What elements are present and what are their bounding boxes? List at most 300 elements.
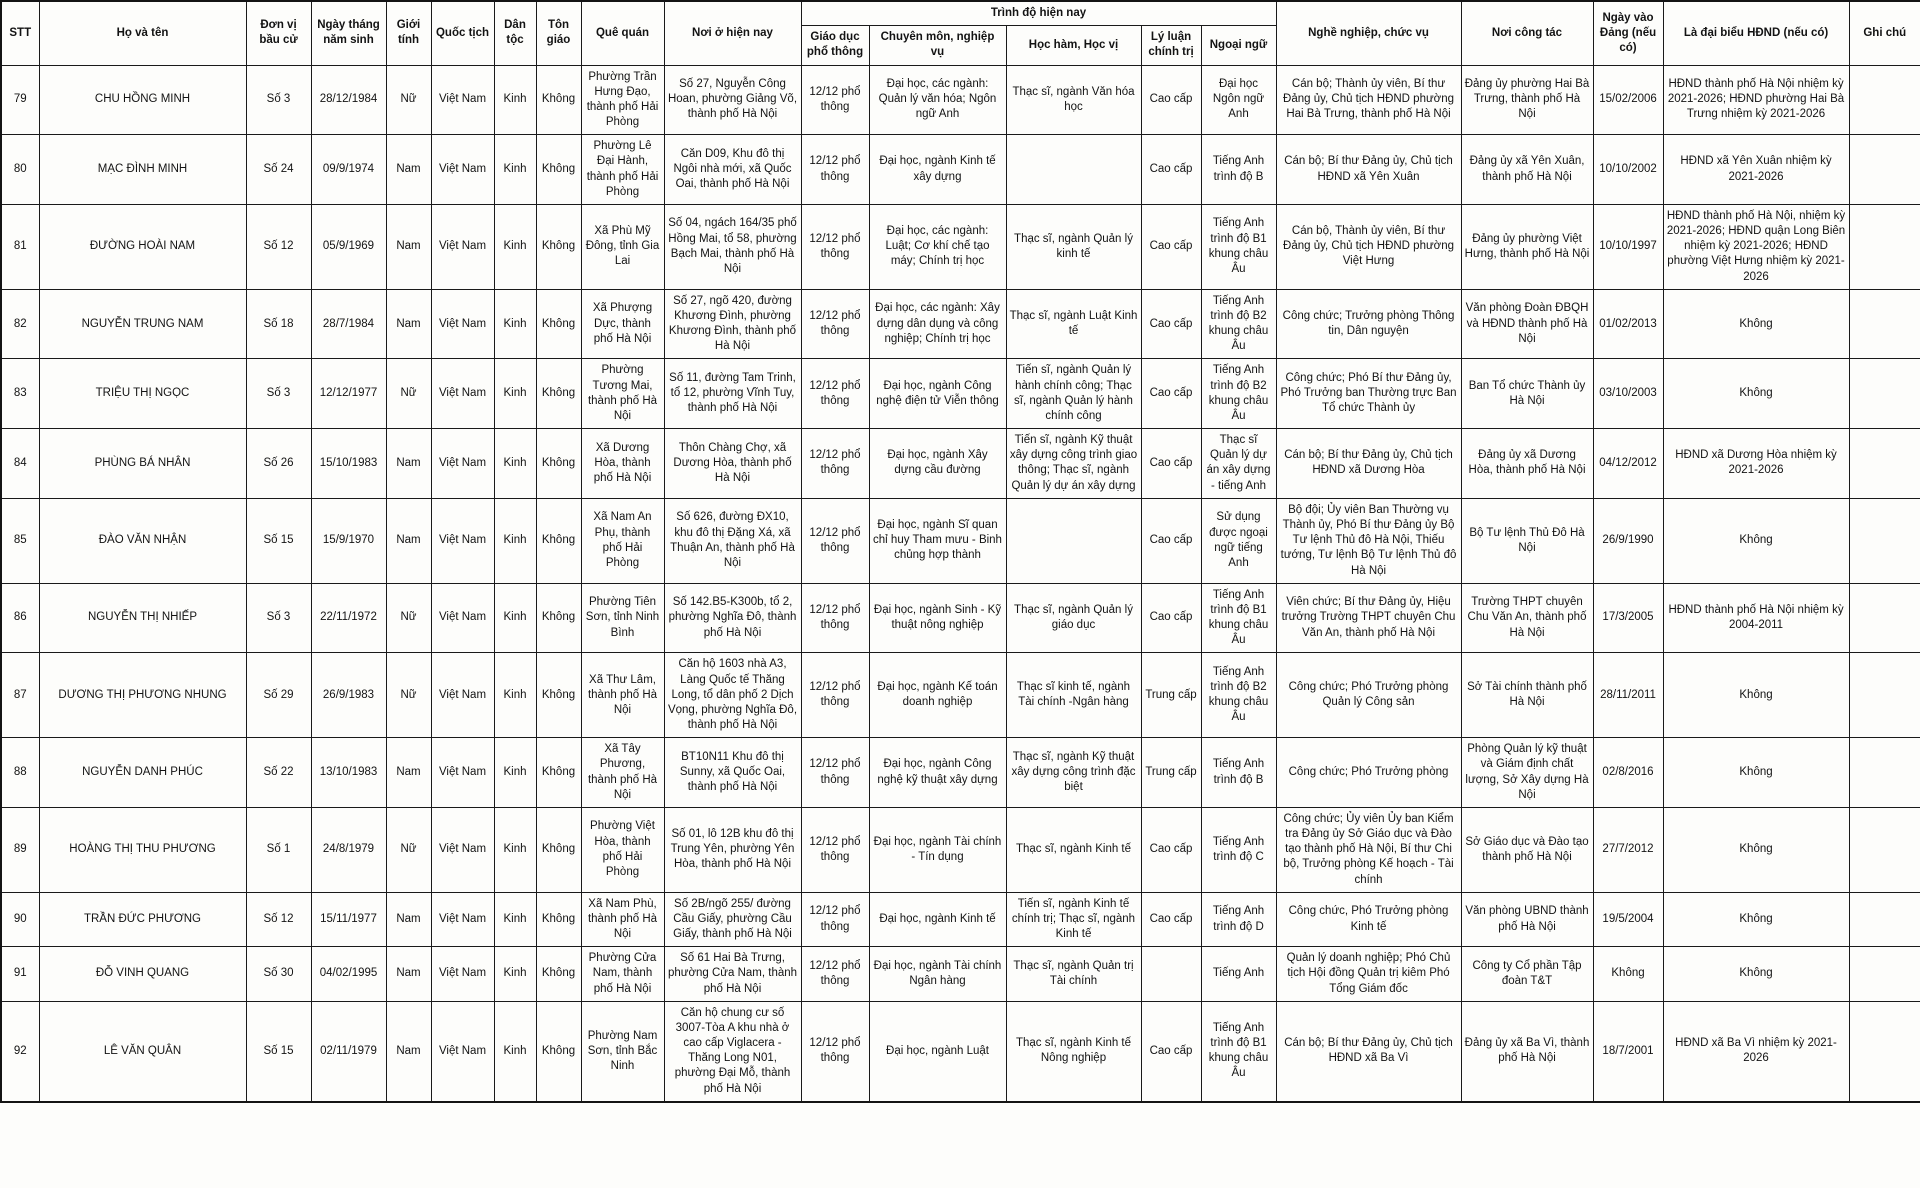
cell-hoc_ham_hoc_vi: Tiến sĩ, ngành Kỹ thuật xây dựng công trình giao thông; Thạc sĩ, ngành Quản lý dự án xây dựng [1006,429,1141,499]
cell-hoc_ham_hoc_vi: Thạc sĩ, ngành Quản lý giáo dục [1006,583,1141,653]
cell-gioi_tinh: Nam [386,429,431,499]
header-trinh-do-group: Trình độ hiện nay [801,1,1276,26]
cell-ngay_vao_dang: 02/8/2016 [1593,738,1663,808]
cell-ho_va_ten: ĐƯỜNG HOÀI NAM [39,204,246,289]
cell-giao_duc_pho_thong: 12/12 phổ thông [801,359,869,429]
cell-ngay_vao_dang: 15/02/2006 [1593,65,1663,135]
cell-dan_toc: Kinh [494,807,536,892]
cell-dai_bieu_hdnd: HĐND xã Yên Xuân nhiệm kỳ 2021-2026 [1663,135,1849,205]
cell-chuyen_mon: Đại học, ngành Sinh - Kỹ thuật nông nghiệp [869,583,1006,653]
cell-hoc_ham_hoc_vi: Thạc sĩ, ngành Kinh tế [1006,807,1141,892]
table-header [1,1,1920,65]
cell-ly_luan_chinh_tri: Cao cấp [1141,807,1201,892]
cell-quoc_tich: Việt Nam [431,1001,494,1102]
cell-ngay_vao_dang: 10/10/1997 [1593,204,1663,289]
table-row [1,429,1920,499]
cell-dai_bieu_hdnd: Không [1663,807,1849,892]
header-noi-cong-tac: Nơi công tác [1461,1,1593,65]
cell-nghe_nghiep: Cán bộ, Thành ủy viên, Bí thư Đảng ủy, Chủ tịch HĐND phường Việt Hưng [1276,204,1461,289]
cell-dan_toc: Kinh [494,429,536,499]
cell-giao_duc_pho_thong: 12/12 phổ thông [801,65,869,135]
cell-dan_toc: Kinh [494,1001,536,1102]
cell-ngay_vao_dang: 10/10/2002 [1593,135,1663,205]
cell-stt: 79 [1,65,39,135]
cell-nghe_nghiep: Cán bộ; Bí thư Đảng ủy, Chủ tịch HĐND xã Ba Vì [1276,1001,1461,1102]
cell-ngay_vao_dang: 28/11/2011 [1593,653,1663,738]
cell-chuyen_mon: Đại học, ngành Tài chính Ngân hàng [869,947,1006,1002]
table-row [1,359,1920,429]
cell-ho_va_ten: DƯƠNG THỊ PHƯƠNG NHUNG [39,653,246,738]
cell-que_quan: Xã Dương Hòa, thành phố Hà Nội [581,429,664,499]
cell-dan_toc: Kinh [494,498,536,583]
cell-stt: 86 [1,583,39,653]
cell-ho_va_ten: HOÀNG THỊ THU PHƯƠNG [39,807,246,892]
cell-ghi_chu [1849,429,1920,499]
cell-quoc_tich: Việt Nam [431,429,494,499]
cell-gioi_tinh: Nam [386,204,431,289]
cell-noi_o: Số 626, đường ĐX10, khu đô thị Đặng Xá, xã Thuận An, thành phố Hà Nội [664,498,801,583]
cell-que_quan: Xã Phù Mỹ Đông, tỉnh Gia Lai [581,204,664,289]
cell-ho_va_ten: LÊ VĂN QUÂN [39,1001,246,1102]
cell-quoc_tich: Việt Nam [431,289,494,359]
cell-gioi_tinh: Nữ [386,807,431,892]
table-row [1,1001,1920,1102]
cell-chuyen_mon: Đại học, ngành Công nghệ điện tử Viễn thông [869,359,1006,429]
cell-dai_bieu_hdnd: Không [1663,653,1849,738]
cell-ngay_sinh: 28/12/1984 [311,65,386,135]
cell-noi_o: Căn hộ chung cư số 3007-Tòa A khu nhà ở cao cấp Viglacera - Thăng Long N01, phường Đại Mỗ, thành phố Hà Nội [664,1001,801,1102]
cell-ly_luan_chinh_tri: Cao cấp [1141,1001,1201,1102]
cell-don_vi_bau_cu: Số 1 [246,807,311,892]
cell-ly_luan_chinh_tri: Trung cấp [1141,653,1201,738]
cell-chuyen_mon: Đại học, các ngành: Xây dựng dân dụng và công nghiệp; Chính trị học [869,289,1006,359]
header-ngay-vao-dang: Ngày vào Đảng (nếu có) [1593,1,1663,65]
cell-que_quan: Phường Việt Hòa, thành phố Hải Phòng [581,807,664,892]
header-stt: STT [1,1,39,65]
cell-quoc_tich: Việt Nam [431,807,494,892]
cell-don_vi_bau_cu: Số 3 [246,359,311,429]
cell-dan_toc: Kinh [494,65,536,135]
cell-don_vi_bau_cu: Số 18 [246,289,311,359]
cell-noi_o: Căn D09, Khu đô thị Ngôi nhà mới, xã Quốc Oai, thành phố Hà Nội [664,135,801,205]
cell-ngay_sinh: 04/02/1995 [311,947,386,1002]
cell-dai_bieu_hdnd: HĐND xã Dương Hòa nhiệm kỳ 2021-2026 [1663,429,1849,499]
cell-dai_bieu_hdnd: Không [1663,947,1849,1002]
cell-ho_va_ten: NGUYỄN THỊ NHIẾP [39,583,246,653]
cell-noi_cong_tac: Đảng ủy xã Dương Hòa, thành phố Hà Nội [1461,429,1593,499]
cell-noi_o: Số 2B/ngõ 255/ đường Cầu Giấy, phường Cầu Giấy, thành phố Hà Nội [664,892,801,947]
cell-stt: 91 [1,947,39,1002]
header-nghe-nghiep: Nghề nghiệp, chức vụ [1276,1,1461,65]
cell-ly_luan_chinh_tri: Cao cấp [1141,429,1201,499]
cell-chuyen_mon: Đại học, ngành Tài chính - Tín dụng [869,807,1006,892]
cell-nghe_nghiep: Viên chức; Bí thư Đảng ủy, Hiệu trưởng Trường THPT chuyên Chu Văn An, thành phố Hà Nội [1276,583,1461,653]
cell-noi_cong_tac: Sở Tài chính thành phố Hà Nội [1461,653,1593,738]
cell-ghi_chu [1849,807,1920,892]
cell-que_quan: Xã Nam Phù, thành phố Hà Nội [581,892,664,947]
cell-giao_duc_pho_thong: 12/12 phổ thông [801,289,869,359]
cell-don_vi_bau_cu: Số 22 [246,738,311,808]
cell-dan_toc: Kinh [494,289,536,359]
cell-ghi_chu [1849,289,1920,359]
cell-noi_cong_tac: Trường THPT chuyên Chu Văn An, thành phố Hà Nội [1461,583,1593,653]
cell-nghe_nghiep: Quản lý doanh nghiệp; Phó Chủ tịch Hội đồng Quản trị kiêm Phó Tổng Giám đốc [1276,947,1461,1002]
cell-ngoai_ngu: Sử dụng được ngoại ngữ tiếng Anh [1201,498,1276,583]
cell-giao_duc_pho_thong: 12/12 phổ thông [801,892,869,947]
cell-que_quan: Phường Lê Đại Hành, thành phố Hải Phòng [581,135,664,205]
cell-quoc_tich: Việt Nam [431,498,494,583]
cell-noi_o: Số 142.B5-K300b, tổ 2, phường Nghĩa Đô, thành phố Hà Nội [664,583,801,653]
cell-stt: 90 [1,892,39,947]
cell-dan_toc: Kinh [494,947,536,1002]
cell-ngay_sinh: 15/11/1977 [311,892,386,947]
cell-ton_giao: Không [536,1001,581,1102]
cell-gioi_tinh: Nam [386,738,431,808]
cell-ngoai_ngu: Tiếng Anh trình độ B1 khung châu Âu [1201,204,1276,289]
cell-chuyen_mon: Đại học, các ngành: Luật; Cơ khí chế tạo máy; Chính trị học [869,204,1006,289]
header-quoc-tich: Quốc tịch [431,1,494,65]
cell-noi_cong_tac: Sở Giáo dục và Đào tạo thành phố Hà Nội [1461,807,1593,892]
cell-don_vi_bau_cu: Số 3 [246,65,311,135]
cell-noi_cong_tac: Phòng Quản lý kỹ thuật và Giám định chất lượng, Sở Xây dựng Hà Nội [1461,738,1593,808]
cell-ngay_sinh: 13/10/1983 [311,738,386,808]
cell-ho_va_ten: TRẦN ĐỨC PHƯƠNG [39,892,246,947]
cell-gioi_tinh: Nữ [386,653,431,738]
cell-chuyen_mon: Đại học, ngành Kinh tế [869,892,1006,947]
cell-ho_va_ten: NGUYỄN DANH PHÚC [39,738,246,808]
cell-giao_duc_pho_thong: 12/12 phổ thông [801,498,869,583]
cell-nghe_nghiep: Công chức; Phó Trưởng phòng Quản lý Công sản [1276,653,1461,738]
table-row [1,65,1920,135]
cell-don_vi_bau_cu: Số 15 [246,498,311,583]
header-dan-toc: Dân tộc [494,1,536,65]
cell-ngay_vao_dang: 18/7/2001 [1593,1001,1663,1102]
cell-giao_duc_pho_thong: 12/12 phổ thông [801,204,869,289]
table-row [1,738,1920,808]
cell-don_vi_bau_cu: Số 26 [246,429,311,499]
cell-noi_o: Số 61 Hai Bà Trưng, phường Cửa Nam, thành phố Hà Nội [664,947,801,1002]
cell-ghi_chu [1849,947,1920,1002]
cell-ghi_chu [1849,204,1920,289]
cell-que_quan: Xã Nam An Phụ, thành phố Hải Phòng [581,498,664,583]
cell-hoc_ham_hoc_vi: Thạc sĩ, ngành Quản trị Tài chính [1006,947,1141,1002]
cell-noi_cong_tac: Văn phòng Đoàn ĐBQH và HĐND thành phố Hà Nội [1461,289,1593,359]
cell-ngay_sinh: 22/11/1972 [311,583,386,653]
header-gioi-tinh: Giới tính [386,1,431,65]
cell-ly_luan_chinh_tri: Trung cấp [1141,738,1201,808]
cell-ngay_vao_dang: 27/7/2012 [1593,807,1663,892]
cell-ngoai_ngu: Tiếng Anh [1201,947,1276,1002]
cell-noi_cong_tac: Đảng ủy xã Ba Vì, thành phố Hà Nội [1461,1001,1593,1102]
cell-stt: 82 [1,289,39,359]
cell-don_vi_bau_cu: Số 15 [246,1001,311,1102]
cell-chuyen_mon: Đại học, các ngành: Quản lý văn hóa; Ngôn ngữ Anh [869,65,1006,135]
cell-ho_va_ten: TRIỆU THỊ NGỌC [39,359,246,429]
cell-ton_giao: Không [536,359,581,429]
cell-ton_giao: Không [536,135,581,205]
cell-chuyen_mon: Đại học, ngành Kế toán doanh nghiệp [869,653,1006,738]
cell-ngay_vao_dang: 17/3/2005 [1593,583,1663,653]
cell-giao_duc_pho_thong: 12/12 phổ thông [801,738,869,808]
cell-noi_o: Số 01, lô 12B khu đô thị Trung Yên, phường Yên Hòa, thành phố Hà Nội [664,807,801,892]
cell-dai_bieu_hdnd: Không [1663,498,1849,583]
cell-que_quan: Phường Trần Hưng Đạo, thành phố Hải Phòng [581,65,664,135]
cell-noi_o: Số 27, ngõ 420, đường Khương Đình, phường Khương Đình, thành phố Hà Nội [664,289,801,359]
cell-gioi_tinh: Nam [386,289,431,359]
cell-hoc_ham_hoc_vi [1006,135,1141,205]
cell-ngay_vao_dang: Không [1593,947,1663,1002]
cell-noi_o: Căn hộ 1603 nhà A3, Làng Quốc tế Thăng Long, tổ dân phố 2 Dịch Vọng, phường Nghĩa Đô, thành phố Hà Nội [664,653,801,738]
cell-hoc_ham_hoc_vi: Thạc sĩ, ngành Quản lý kinh tế [1006,204,1141,289]
header-ly-luan-chinh-tri: Lý luận chính trị [1141,26,1201,65]
cell-ton_giao: Không [536,65,581,135]
cell-ton_giao: Không [536,498,581,583]
cell-dai_bieu_hdnd: HĐND thành phố Hà Nội, nhiệm kỳ 2021-2026; HĐND quận Long Biên nhiệm kỳ 2021-2026; HĐND phường Việt Hưng nhiệm kỳ 2021-2026 [1663,204,1849,289]
cell-que_quan: Xã Phượng Dực, thành phố Hà Nội [581,289,664,359]
cell-noi_cong_tac: Bộ Tư lệnh Thủ Đô Hà Nội [1461,498,1593,583]
cell-quoc_tich: Việt Nam [431,738,494,808]
table-body [1,65,1920,1102]
cell-don_vi_bau_cu: Số 12 [246,204,311,289]
cell-don_vi_bau_cu: Số 3 [246,583,311,653]
table-row [1,204,1920,289]
cell-ly_luan_chinh_tri: Cao cấp [1141,135,1201,205]
cell-ngoai_ngu: Đại học Ngôn ngữ Anh [1201,65,1276,135]
cell-gioi_tinh: Nam [386,947,431,1002]
cell-ton_giao: Không [536,204,581,289]
cell-stt: 85 [1,498,39,583]
header-don-vi-bau-cu: Đơn vị bầu cử [246,1,311,65]
cell-chuyen_mon: Đại học, ngành Kinh tế xây dựng [869,135,1006,205]
cell-nghe_nghiep: Cán bộ; Thành ủy viên, Bí thư Đảng ủy, Chủ tịch HĐND phường Hai Bà Trưng, thành phố Hà Nội [1276,65,1461,135]
cell-ngay_sinh: 12/12/1977 [311,359,386,429]
cell-ngay_sinh: 15/9/1970 [311,498,386,583]
cell-nghe_nghiep: Cán bộ; Bí thư Đảng ủy, Chủ tịch HĐND xã Dương Hòa [1276,429,1461,499]
cell-ngay_vao_dang: 03/10/2003 [1593,359,1663,429]
table-row [1,653,1920,738]
cell-hoc_ham_hoc_vi: Thạc sĩ, ngành Kỹ thuật xây dựng công trình đặc biệt [1006,738,1141,808]
table-row [1,135,1920,205]
cell-ngay_vao_dang: 19/5/2004 [1593,892,1663,947]
header-ho-va-ten: Họ và tên [39,1,246,65]
cell-dai_bieu_hdnd: Không [1663,289,1849,359]
cell-dan_toc: Kinh [494,135,536,205]
cell-ghi_chu [1849,498,1920,583]
cell-quoc_tich: Việt Nam [431,947,494,1002]
cell-hoc_ham_hoc_vi: Thạc sĩ kinh tế, ngành Tài chính -Ngân hàng [1006,653,1141,738]
table-row [1,583,1920,653]
cell-noi_o: Thôn Chàng Chợ, xã Dương Hòa, thành phố Hà Nội [664,429,801,499]
cell-ly_luan_chinh_tri [1141,947,1201,1002]
cell-ly_luan_chinh_tri: Cao cấp [1141,892,1201,947]
cell-ghi_chu [1849,135,1920,205]
cell-don_vi_bau_cu: Số 30 [246,947,311,1002]
header-ngoai-ngu: Ngoại ngữ [1201,26,1276,65]
cell-ton_giao: Không [536,947,581,1002]
cell-nghe_nghiep: Công chức; Phó Trưởng phòng [1276,738,1461,808]
cell-dai_bieu_hdnd: Không [1663,892,1849,947]
header-chuyen-mon: Chuyên môn, nghiệp vụ [869,26,1006,65]
cell-dan_toc: Kinh [494,583,536,653]
cell-noi_cong_tac: Đảng ủy phường Việt Hưng, thành phố Hà Nội [1461,204,1593,289]
cell-don_vi_bau_cu: Số 29 [246,653,311,738]
cell-que_quan: Xã Tây Phương, thành phố Hà Nội [581,738,664,808]
cell-nghe_nghiep: Bộ đội; Ủy viên Ban Thường vụ Thành ủy, Phó Bí thư Đảng ủy Bộ Tư lệnh Thủ đô Hà Nội, Thiếu tướng, Tư lệnh Bộ Tư lệnh Thủ đô Hà Nội [1276,498,1461,583]
cell-stt: 83 [1,359,39,429]
cell-ly_luan_chinh_tri: Cao cấp [1141,204,1201,289]
cell-ngoai_ngu: Tiếng Anh trình độ B [1201,738,1276,808]
cell-ngay_sinh: 05/9/1969 [311,204,386,289]
cell-gioi_tinh: Nam [386,1001,431,1102]
cell-dan_toc: Kinh [494,359,536,429]
cell-ton_giao: Không [536,583,581,653]
header-noi-o: Nơi ở hiện nay [664,1,801,65]
cell-ngay_vao_dang: 01/02/2013 [1593,289,1663,359]
table-row [1,289,1920,359]
cell-ho_va_ten: MẠC ĐÌNH MINH [39,135,246,205]
cell-ngay_vao_dang: 26/9/1990 [1593,498,1663,583]
cell-stt: 87 [1,653,39,738]
cell-dan_toc: Kinh [494,738,536,808]
cell-ghi_chu [1849,1001,1920,1102]
cell-hoc_ham_hoc_vi: Thạc sĩ, ngành Luật Kinh tế [1006,289,1141,359]
cell-ton_giao: Không [536,738,581,808]
cell-giao_duc_pho_thong: 12/12 phổ thông [801,583,869,653]
header-ton-giao: Tôn giáo [536,1,581,65]
cell-ghi_chu [1849,359,1920,429]
cell-noi_o: BT10N11 Khu đô thị Sunny, xã Quốc Oai, thành phố Hà Nội [664,738,801,808]
table-row [1,498,1920,583]
cell-que_quan: Phường Nam Sơn, tỉnh Bắc Ninh [581,1001,664,1102]
cell-giao_duc_pho_thong: 12/12 phổ thông [801,807,869,892]
cell-ngay_sinh: 09/9/1974 [311,135,386,205]
cell-noi_cong_tac: Văn phòng UBND thành phố Hà Nội [1461,892,1593,947]
cell-hoc_ham_hoc_vi: Tiến sĩ, ngành Quản lý hành chính công; Thạc sĩ, ngành Quản lý hành chính công [1006,359,1141,429]
cell-noi_cong_tac: Ban Tổ chức Thành ủy Hà Nội [1461,359,1593,429]
cell-gioi_tinh: Nữ [386,583,431,653]
cell-ngay_sinh: 26/9/1983 [311,653,386,738]
cell-ngoai_ngu: Tiếng Anh trình độ C [1201,807,1276,892]
header-ngay-sinh: Ngày tháng năm sinh [311,1,386,65]
cell-noi_o: Số 11, đường Tam Trinh, tổ 12, phường Vĩnh Tuy, thành phố Hà Nội [664,359,801,429]
cell-stt: 81 [1,204,39,289]
cell-hoc_ham_hoc_vi: Thạc sĩ, ngành Kinh tế Nông nghiệp [1006,1001,1141,1102]
cell-ghi_chu [1849,653,1920,738]
cell-dan_toc: Kinh [494,653,536,738]
cell-ngoai_ngu: Tiếng Anh trình độ B1 khung châu Âu [1201,1001,1276,1102]
cell-hoc_ham_hoc_vi [1006,498,1141,583]
header-ghi-chu: Ghi chú [1849,1,1920,65]
cell-ngay_sinh: 15/10/1983 [311,429,386,499]
cell-ly_luan_chinh_tri: Cao cấp [1141,498,1201,583]
cell-hoc_ham_hoc_vi: Tiến sĩ, ngành Kinh tế chính trị; Thạc sĩ, ngành Kinh tế [1006,892,1141,947]
cell-ngoai_ngu: Thạc sĩ Quản lý dự án xây dựng - tiếng Anh [1201,429,1276,499]
table-row [1,947,1920,1002]
cell-giao_duc_pho_thong: 12/12 phổ thông [801,1001,869,1102]
cell-giao_duc_pho_thong: 12/12 phổ thông [801,947,869,1002]
header-hoc-ham-hoc-vi: Học hàm, Học vị [1006,26,1141,65]
cell-chuyen_mon: Đại học, ngành Công nghệ kỹ thuật xây dựng [869,738,1006,808]
cell-ho_va_ten: PHÙNG BÁ NHÂN [39,429,246,499]
cell-noi_cong_tac: Công ty Cổ phần Tập đoàn T&T [1461,947,1593,1002]
cell-ghi_chu [1849,738,1920,808]
cell-nghe_nghiep: Cán bộ; Bí thư Đảng ủy, Chủ tịch HĐND xã Yên Xuân [1276,135,1461,205]
cell-ngay_sinh: 28/7/1984 [311,289,386,359]
cell-chuyen_mon: Đại học, ngành Luật [869,1001,1006,1102]
cell-noi_cong_tac: Đảng ủy phường Hai Bà Trưng, thành phố Hà Nội [1461,65,1593,135]
cell-ly_luan_chinh_tri: Cao cấp [1141,359,1201,429]
cell-ton_giao: Không [536,289,581,359]
cell-hoc_ham_hoc_vi: Thạc sĩ, ngành Văn hóa học [1006,65,1141,135]
header-que-quan: Quê quán [581,1,664,65]
cell-ngoai_ngu: Tiếng Anh trình độ B1 khung châu Âu [1201,583,1276,653]
cell-gioi_tinh: Nam [386,498,431,583]
cell-nghe_nghiep: Công chức; Ủy viên Ủy ban Kiểm tra Đảng ủy Sở Giáo dục và Đào tạo thành phố Hà Nội, Bí thư Chi bộ, Trưởng phòng Kế hoạch - Tài chính [1276,807,1461,892]
cell-ngay_vao_dang: 04/12/2012 [1593,429,1663,499]
cell-stt: 92 [1,1001,39,1102]
cell-giao_duc_pho_thong: 12/12 phổ thông [801,135,869,205]
cell-dai_bieu_hdnd: HĐND xã Ba Vì nhiệm kỳ 2021-2026 [1663,1001,1849,1102]
cell-ngoai_ngu: Tiếng Anh trình độ B2 khung châu Âu [1201,289,1276,359]
cell-ho_va_ten: CHU HỒNG MINH [39,65,246,135]
cell-ho_va_ten: ĐỖ VINH QUANG [39,947,246,1002]
cell-stt: 80 [1,135,39,205]
cell-ngay_sinh: 24/8/1979 [311,807,386,892]
cell-que_quan: Phường Cửa Nam, thành phố Hà Nội [581,947,664,1002]
cell-giao_duc_pho_thong: 12/12 phổ thông [801,429,869,499]
header-dai-bieu-hdnd: Là đại biểu HĐND (nếu có) [1663,1,1849,65]
cell-dai_bieu_hdnd: HĐND thành phố Hà Nội nhiệm kỳ 2004-2011 [1663,583,1849,653]
cell-ho_va_ten: ĐÀO VĂN NHẬN [39,498,246,583]
cell-gioi_tinh: Nữ [386,65,431,135]
cell-dan_toc: Kinh [494,204,536,289]
cell-noi_o: Số 27, Nguyễn Công Hoan, phường Giảng Võ, thành phố Hà Nội [664,65,801,135]
cell-noi_o: Số 04, ngách 164/35 phố Hồng Mai, tổ 58, phường Bạch Mai, thành phố Hà Nội [664,204,801,289]
cell-giao_duc_pho_thong: 12/12 phổ thông [801,653,869,738]
cell-chuyen_mon: Đại học, ngành Sĩ quan chỉ huy Tham mưu - Binh chủng hợp thành [869,498,1006,583]
cell-ngoai_ngu: Tiếng Anh trình độ D [1201,892,1276,947]
cell-gioi_tinh: Nam [386,135,431,205]
cell-ho_va_ten: NGUYỄN TRUNG NAM [39,289,246,359]
cell-que_quan: Phường Tương Mai, thành phố Hà Nội [581,359,664,429]
cell-que_quan: Phường Tiên Sơn, tỉnh Ninh Bình [581,583,664,653]
cell-nghe_nghiep: Công chức, Phó Trưởng phòng Kinh tế [1276,892,1461,947]
cell-ghi_chu [1849,583,1920,653]
cell-nghe_nghiep: Công chức; Phó Bí thư Đảng ủy, Phó Trưởng ban Thường trực Ban Tổ chức Thành ủy [1276,359,1461,429]
cell-don_vi_bau_cu: Số 24 [246,135,311,205]
cell-ngoai_ngu: Tiếng Anh trình độ B [1201,135,1276,205]
cell-quoc_tich: Việt Nam [431,583,494,653]
cell-ngoai_ngu: Tiếng Anh trình độ B2 khung châu Âu [1201,653,1276,738]
cell-gioi_tinh: Nam [386,892,431,947]
cell-don_vi_bau_cu: Số 12 [246,892,311,947]
table-row [1,807,1920,892]
table-row [1,892,1920,947]
cell-stt: 88 [1,738,39,808]
cell-quoc_tich: Việt Nam [431,65,494,135]
cell-gioi_tinh: Nữ [386,359,431,429]
cell-quoc_tich: Việt Nam [431,892,494,947]
header-giao-duc-pho-thong: Giáo dục phổ thông [801,26,869,65]
cell-dai_bieu_hdnd: Không [1663,738,1849,808]
cell-dan_toc: Kinh [494,892,536,947]
cell-quoc_tich: Việt Nam [431,135,494,205]
cell-ly_luan_chinh_tri: Cao cấp [1141,289,1201,359]
cell-stt: 89 [1,807,39,892]
cell-ton_giao: Không [536,892,581,947]
cell-nghe_nghiep: Công chức; Trưởng phòng Thông tin, Dân nguyện [1276,289,1461,359]
cell-ghi_chu [1849,65,1920,135]
